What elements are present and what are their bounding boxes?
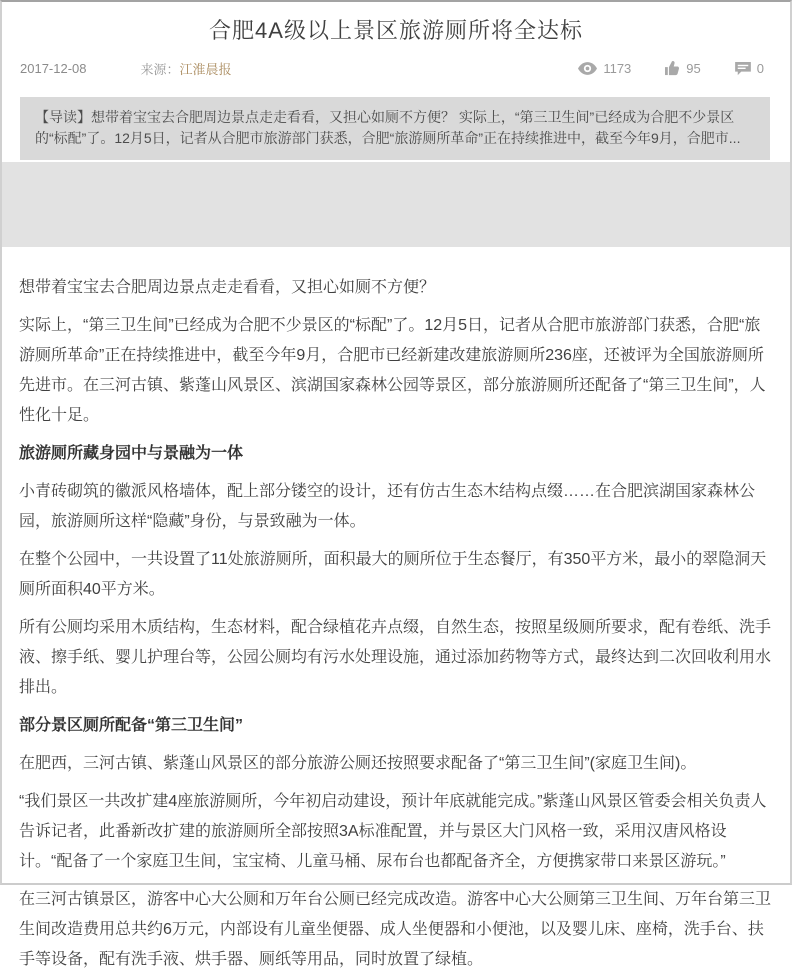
eye-icon <box>578 62 597 75</box>
article-stats <box>578 61 772 76</box>
like-stat[interactable] <box>665 61 700 76</box>
source-label: 来源： <box>140 62 180 77</box>
article-paragraph: 在整个公园中，一共设置了11处旅游厕所，面积最大的厕所位于生态餐厅，有350平方米，最小的翠隐洞天厕所面积40平方米。 <box>19 551 767 598</box>
article-paragraph: 在肥西，三河古镇、紫蓬山风景区的部分旅游公厕还按照要求配备了“第三卫生间”(家庭卫生间)。 <box>19 755 697 772</box>
summary-text: 【导读】想带着宝宝去合肥周边景点走走看看，又担心如厕不方便？ 实际上，“第三卫生间”已经成为合肥不少景区的“标配”了。12月5日，记者从合肥市旅游部门获悉，合肥“旅游厕所革命”正在持续推进中，截至今年9月，合肥市... <box>35 109 741 146</box>
source-link[interactable]: 江淮晨报 <box>179 62 232 77</box>
article-paragraph: 所有公厕均采用木质结构，生态材料，配合绿植花卉点缀，自然生态，按照星级厕所要求，配有卷纸、洗手液、擦手纸、婴儿护理台等，公园公厕均有污水处理设施，通过添加药物等方式，最终达到二次回收利用水排出。 <box>19 619 772 696</box>
article-paragraph: 在三河古镇景区，游客中心大公厕和万年台公厕已经完成改造。游客中心大公厕第三卫生间、万年台第三卫生间改造费用总共约6万元，内部设有儿童坐便器、成人坐便器和小便池，以及婴儿床、座椅，洗手台、扶手等设备，配有洗手液、烘手器、厕纸等用品，同时放置了绿植。 <box>19 891 772 968</box>
article-meta-row <box>20 59 772 78</box>
article-paragraph: 实际上，“第三卫生间”已经成为合肥不少景区的“标配”了。12月5日，记者从合肥市旅游部门获悉，合肥“旅游厕所革命”正在持续推进中，截至今年9月，合肥市已经新建改建旅游厕所236座，还被评为全国旅游厕所先进市。在三河古镇、紫蓬山风景区、滨湖国家森林公园等景区，部分旅游厕所还配备了“第三卫生间”，人性化十足。 <box>19 317 766 424</box>
summary-box <box>20 97 770 160</box>
section-heading: 部分景区厕所配备“第三卫生间” <box>19 717 244 734</box>
section-heading: 旅游厕所藏身园中与景融为一体 <box>19 445 244 462</box>
article-paragraph: 小青砖砌筑的徽派风格墙体，配上部分镂空的设计，还有仿古生态木结构点缀……在合肥滨湖国家森林公园，旅游厕所这样“隐藏”身份，与景致融为一体。 <box>19 483 756 530</box>
publish-date: 2017-12-08 <box>20 61 87 76</box>
article-body <box>2 247 790 975</box>
like-count: 95 <box>686 61 701 76</box>
comment-bubble-icon[interactable] <box>735 62 751 76</box>
media-placeholder <box>2 162 790 247</box>
view-count: 1173 <box>603 61 632 76</box>
article-paragraph: “我们景区一共改扩建4座旅游厕所，今年初启动建设，预计年底就能完成。”紫蓬山风景区管委会相关负责人告诉记者，此番新改扩建的旅游厕所全部按照3A标准配置，并与景区大门风格一致，采用汉唐风格设计。“配备了一个家庭卫生间，宝宝椅、儿童马桶、尿布台也都配备齐全，方便携家带口来景区游玩。” <box>19 793 767 870</box>
article-paragraph: 想带着宝宝去合肥周边景点走走看看，又担心如厕不方便？ <box>19 279 436 296</box>
thumbs-up-icon[interactable] <box>665 61 680 76</box>
page-title: 合肥4A级以上景区旅游厕所将全达标 <box>209 18 583 43</box>
comment-stat[interactable] <box>735 61 764 76</box>
view-count-stat <box>578 61 631 76</box>
comment-count: 0 <box>756 61 764 76</box>
